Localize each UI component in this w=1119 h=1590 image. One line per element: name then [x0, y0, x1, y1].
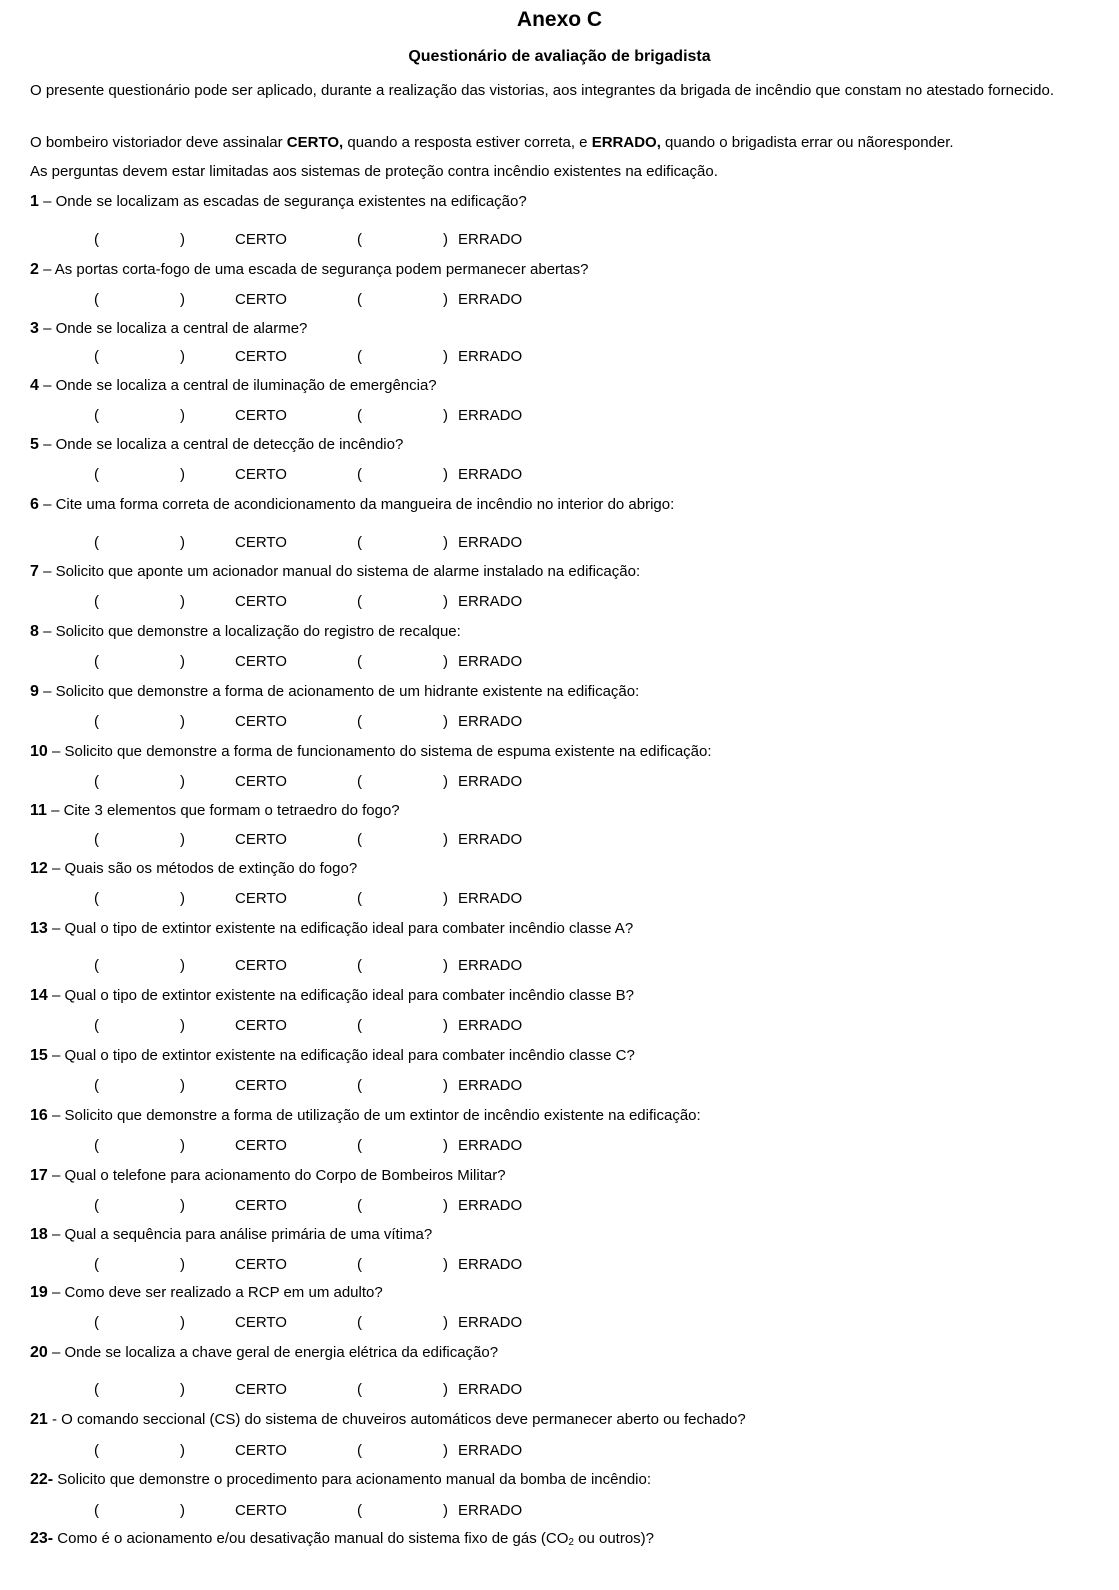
question-number: 5 [30, 436, 39, 453]
question-number: 13 [30, 920, 48, 937]
question-text: – As portas corta-fogo de uma escada de segurança podem permanecer abertas? [38, 261, 589, 278]
question-number: 7 [30, 563, 39, 580]
close-paren-errado: ) [443, 653, 448, 670]
intro-paragraph-1: O presente questionário pode ser aplicado, durante a realização das vistorias, aos integrantes da brigada de incêndio que constam no atestado fornecido. [30, 82, 1054, 99]
answer-row-9 [0, 711, 1119, 733]
open-paren-errado: ( [357, 957, 362, 974]
answer-row-6 [0, 532, 1119, 554]
question-number: 21 [30, 1411, 48, 1428]
question-number: 12 [30, 860, 48, 877]
question-text: – Qual a sequência para análise primária de uma vítima? [47, 1226, 433, 1243]
close-paren-certo: ) [180, 1314, 185, 1331]
answer-row-2 [0, 289, 1119, 311]
close-paren-errado: ) [443, 231, 448, 248]
close-paren-certo: ) [180, 407, 185, 424]
open-paren-certo: ( [94, 1256, 99, 1273]
open-paren-errado: ( [357, 1314, 362, 1331]
close-paren-errado: ) [443, 407, 448, 424]
question-number: 2 [30, 261, 39, 278]
certo-label: CERTO [235, 466, 287, 483]
close-paren-errado: ) [443, 593, 448, 610]
question-text: – Solicito que demonstre a localização do registro de recalque: [38, 623, 461, 640]
open-paren-errado: ( [357, 653, 362, 670]
errado-label: ERRADO [458, 831, 523, 848]
close-paren-errado: ) [443, 773, 448, 790]
open-paren-errado: ( [357, 407, 362, 424]
answer-row-7 [0, 591, 1119, 613]
close-paren-certo: ) [180, 291, 185, 308]
close-paren-certo: ) [180, 1256, 185, 1273]
open-paren-errado: ( [357, 713, 362, 730]
errado-label: ERRADO [458, 890, 523, 907]
open-paren-certo: ( [94, 1137, 99, 1154]
answer-row-10 [0, 771, 1119, 793]
certo-label: CERTO [235, 773, 287, 790]
certo-label: CERTO [235, 291, 287, 308]
question-9 [30, 681, 1100, 703]
errado-label: ERRADO [458, 1442, 523, 1459]
certo-label: CERTO [235, 1137, 287, 1154]
question-number: 11 [30, 802, 47, 819]
errado-label: ERRADO [458, 231, 523, 248]
open-paren-certo: ( [94, 466, 99, 483]
open-paren-errado: ( [357, 1502, 362, 1519]
open-paren-certo: ( [94, 348, 99, 365]
close-paren-errado: ) [443, 291, 448, 308]
question-11 [30, 800, 1100, 822]
answer-row-13 [0, 955, 1119, 977]
close-paren-certo: ) [180, 1442, 185, 1459]
question-3 [30, 318, 1100, 340]
close-paren-errado: ) [443, 1381, 448, 1398]
question-22 [30, 1469, 1100, 1491]
question-number: 9 [30, 683, 39, 700]
open-paren-certo: ( [94, 957, 99, 974]
open-paren-certo: ( [94, 773, 99, 790]
page-subtitle: Questionário de avaliação de brigadista [408, 48, 711, 65]
errado-label: ERRADO [458, 773, 523, 790]
certo-label: CERTO [235, 957, 287, 974]
answer-row-15 [0, 1075, 1119, 1097]
question-1 [30, 191, 1100, 213]
close-paren-certo: ) [180, 348, 185, 365]
certo-label: CERTO [235, 890, 287, 907]
open-paren-errado: ( [357, 831, 362, 848]
question-2 [30, 259, 1100, 281]
errado-label: ERRADO [458, 466, 523, 483]
certo-label: CERTO [235, 1314, 287, 1331]
question-13 [30, 918, 1100, 940]
question-8 [30, 621, 1100, 643]
question-4 [30, 375, 1100, 397]
open-paren-certo: ( [94, 534, 99, 551]
close-paren-errado: ) [443, 1077, 448, 1094]
open-paren-certo: ( [94, 593, 99, 610]
question-text: – Onde se localiza a chave geral de energia elétrica da edificação? [47, 1344, 499, 1361]
answer-row-21 [0, 1440, 1119, 1462]
intro-p2-errado: ERRADO, [591, 134, 661, 151]
close-paren-certo: ) [180, 1017, 185, 1034]
intro-p2-text-b: quando a resposta estiver correta, e [343, 134, 592, 151]
errado-label: ERRADO [458, 291, 523, 308]
open-paren-errado: ( [357, 773, 362, 790]
question-text-b: ou outros)? [573, 1530, 655, 1547]
open-paren-certo: ( [94, 1314, 99, 1331]
question-5 [30, 434, 1100, 456]
answer-row-5 [0, 464, 1119, 486]
question-number: 23- [30, 1530, 54, 1547]
question-text: – Onde se localizam as escadas de segurança existentes na edificação? [38, 193, 527, 210]
intro-p2-certo: CERTO, [286, 134, 344, 151]
open-paren-errado: ( [357, 1381, 362, 1398]
open-paren-errado: ( [357, 1256, 362, 1273]
question-7 [30, 561, 1100, 583]
errado-label: ERRADO [458, 1077, 523, 1094]
errado-label: ERRADO [458, 348, 523, 365]
intro-paragraph-2 [30, 132, 1090, 154]
question-number: 19 [30, 1284, 48, 1301]
question-6 [30, 494, 1100, 516]
close-paren-certo: ) [180, 1381, 185, 1398]
question-text: – Solicito que demonstre a forma de funcionamento do sistema de espuma existente na edificação: [47, 743, 712, 760]
open-paren-errado: ( [357, 1017, 362, 1034]
answer-row-1 [0, 229, 1119, 251]
subscript-2: 2 [568, 1537, 574, 1548]
close-paren-certo: ) [180, 593, 185, 610]
close-paren-errado: ) [443, 890, 448, 907]
question-20 [30, 1342, 1100, 1364]
certo-label: CERTO [235, 231, 287, 248]
certo-label: CERTO [235, 1017, 287, 1034]
question-text: – Solicito que demonstre a forma de acionamento de um hidrante existente na edificação: [38, 683, 640, 700]
close-paren-errado: ) [443, 1256, 448, 1273]
answer-row-3 [0, 346, 1119, 368]
open-paren-errado: ( [357, 534, 362, 551]
question-text: – Onde se localiza a central de alarme? [38, 320, 308, 337]
open-paren-certo: ( [94, 407, 99, 424]
certo-label: CERTO [235, 713, 287, 730]
question-number: 16 [30, 1107, 48, 1124]
question-text: – Onde se localiza a central de detecção de incêndio? [38, 436, 404, 453]
question-12 [30, 858, 1100, 880]
close-paren-certo: ) [180, 534, 185, 551]
errado-label: ERRADO [458, 534, 523, 551]
open-paren-certo: ( [94, 1017, 99, 1034]
errado-label: ERRADO [458, 1256, 523, 1273]
close-paren-errado: ) [443, 1314, 448, 1331]
question-16 [30, 1105, 1100, 1127]
answer-row-20 [0, 1379, 1119, 1401]
question-number: 20 [30, 1344, 48, 1361]
intro-p2-text-a: O bombeiro vistoriador deve assinalar [30, 134, 287, 151]
answer-row-18 [0, 1254, 1119, 1276]
certo-label: CERTO [235, 1256, 287, 1273]
question-14 [30, 985, 1100, 1007]
errado-label: ERRADO [458, 1137, 523, 1154]
question-number: 4 [30, 377, 39, 394]
errado-label: ERRADO [458, 653, 523, 670]
close-paren-errado: ) [443, 831, 448, 848]
open-paren-errado: ( [357, 1077, 362, 1094]
close-paren-certo: ) [180, 831, 185, 848]
errado-label: ERRADO [458, 1314, 523, 1331]
open-paren-errado: ( [357, 890, 362, 907]
open-paren-certo: ( [94, 231, 99, 248]
open-paren-certo: ( [94, 831, 99, 848]
certo-label: CERTO [235, 1381, 287, 1398]
answer-row-22 [0, 1500, 1119, 1522]
close-paren-errado: ) [443, 534, 448, 551]
question-text-a: Como é o acionamento e/ou desativação manual do sistema fixo de gás (CO [53, 1530, 569, 1547]
question-10 [30, 741, 1100, 763]
errado-label: ERRADO [458, 1502, 523, 1519]
open-paren-certo: ( [94, 291, 99, 308]
close-paren-certo: ) [180, 466, 185, 483]
open-paren-certo: ( [94, 890, 99, 907]
question-18 [30, 1224, 1100, 1246]
answer-row-17 [0, 1195, 1119, 1217]
open-paren-certo: ( [94, 1442, 99, 1459]
question-number: 18 [30, 1226, 48, 1243]
intro-paragraph-3: As perguntas devem estar limitadas aos sistemas de proteção contra incêndio existentes na edificação. [30, 163, 718, 180]
open-paren-errado: ( [357, 1137, 362, 1154]
close-paren-errado: ) [443, 957, 448, 974]
open-paren-errado: ( [357, 291, 362, 308]
question-text: – Cite uma forma correta de acondicionamento da mangueira de incêndio no interior do abrigo: [38, 496, 675, 513]
open-paren-certo: ( [94, 1197, 99, 1214]
open-paren-certo: ( [94, 1077, 99, 1094]
question-text: – Cite 3 elementos que formam o tetraedro do fogo? [46, 802, 400, 819]
errado-label: ERRADO [458, 593, 523, 610]
certo-label: CERTO [235, 593, 287, 610]
question-text: - O comando seccional (CS) do sistema de chuveiros automáticos deve permanecer aberto ou fechado? [47, 1411, 746, 1428]
close-paren-errado: ) [443, 1017, 448, 1034]
close-paren-certo: ) [180, 1502, 185, 1519]
close-paren-errado: ) [443, 1197, 448, 1214]
question-text: – Quais são os métodos de extinção do fogo? [47, 860, 358, 877]
question-number: 10 [30, 743, 48, 760]
errado-label: ERRADO [458, 1017, 523, 1034]
question-number: 17 [30, 1167, 48, 1184]
errado-label: ERRADO [458, 1197, 523, 1214]
open-paren-certo: ( [94, 713, 99, 730]
intro-p2-text-c: quando o brigadista errar ou nãoresponder. [660, 134, 954, 151]
question-17 [30, 1165, 1100, 1187]
question-text: – Solicito que demonstre a forma de utilização de um extintor de incêndio existente na edificação: [47, 1107, 701, 1124]
page-title: Anexo C [516, 8, 603, 31]
close-paren-certo: ) [180, 231, 185, 248]
close-paren-certo: ) [180, 957, 185, 974]
close-paren-errado: ) [443, 1442, 448, 1459]
question-text: – Solicito que aponte um acionador manual do sistema de alarme instalado na edificação: [38, 563, 641, 580]
errado-label: ERRADO [458, 407, 523, 424]
question-text: Solicito que demonstre o procedimento para acionamento manual da bomba de incêndio: [53, 1471, 652, 1488]
close-paren-errado: ) [443, 348, 448, 365]
errado-label: ERRADO [458, 1381, 523, 1398]
certo-label: CERTO [235, 407, 287, 424]
open-paren-errado: ( [357, 348, 362, 365]
close-paren-certo: ) [180, 1137, 185, 1154]
question-text: – Qual o tipo de extintor existente na edificação ideal para combater incêndio classe B? [47, 987, 634, 1004]
certo-label: CERTO [235, 348, 287, 365]
errado-label: ERRADO [458, 957, 523, 974]
answer-row-11 [0, 829, 1119, 851]
question-text: – Como deve ser realizado a RCP em um adulto? [47, 1284, 383, 1301]
open-paren-certo: ( [94, 1381, 99, 1398]
close-paren-certo: ) [180, 1197, 185, 1214]
close-paren-errado: ) [443, 1137, 448, 1154]
open-paren-errado: ( [357, 1442, 362, 1459]
question-number: 22- [30, 1471, 54, 1488]
close-paren-errado: ) [443, 1502, 448, 1519]
close-paren-certo: ) [180, 890, 185, 907]
question-text: – Qual o tipo de extintor existente na edificação ideal para combater incêndio classe C? [47, 1047, 635, 1064]
question-number: 8 [30, 623, 39, 640]
question-number: 15 [30, 1047, 48, 1064]
question-number: 6 [30, 496, 39, 513]
answer-row-4 [0, 405, 1119, 427]
close-paren-certo: ) [180, 1077, 185, 1094]
answer-row-19 [0, 1312, 1119, 1334]
certo-label: CERTO [235, 534, 287, 551]
question-number: 1 [30, 193, 39, 210]
certo-label: CERTO [235, 653, 287, 670]
open-paren-errado: ( [357, 231, 362, 248]
certo-label: CERTO [235, 1077, 287, 1094]
answer-row-8 [0, 651, 1119, 673]
question-23 [30, 1528, 1100, 1554]
question-number: 14 [30, 987, 48, 1004]
open-paren-certo: ( [94, 1502, 99, 1519]
close-paren-certo: ) [180, 773, 185, 790]
open-paren-errado: ( [357, 593, 362, 610]
question-number: 3 [30, 320, 39, 337]
answer-row-12 [0, 888, 1119, 910]
close-paren-certo: ) [180, 713, 185, 730]
close-paren-errado: ) [443, 713, 448, 730]
question-21 [30, 1409, 1100, 1431]
close-paren-certo: ) [180, 653, 185, 670]
open-paren-errado: ( [357, 1197, 362, 1214]
answer-row-16 [0, 1135, 1119, 1157]
errado-label: ERRADO [458, 713, 523, 730]
open-paren-certo: ( [94, 653, 99, 670]
question-15 [30, 1045, 1100, 1067]
certo-label: CERTO [235, 1502, 287, 1519]
certo-label: CERTO [235, 1442, 287, 1459]
question-19 [30, 1282, 1100, 1304]
close-paren-errado: ) [443, 466, 448, 483]
question-text: – Qual o tipo de extintor existente na edificação ideal para combater incêndio classe A? [47, 920, 634, 937]
open-paren-errado: ( [357, 466, 362, 483]
question-text: – Onde se localiza a central de iluminação de emergência? [38, 377, 437, 394]
certo-label: CERTO [235, 1197, 287, 1214]
answer-row-14 [0, 1015, 1119, 1037]
question-text: – Qual o telefone para acionamento do Corpo de Bombeiros Militar? [47, 1167, 506, 1184]
certo-label: CERTO [235, 831, 287, 848]
